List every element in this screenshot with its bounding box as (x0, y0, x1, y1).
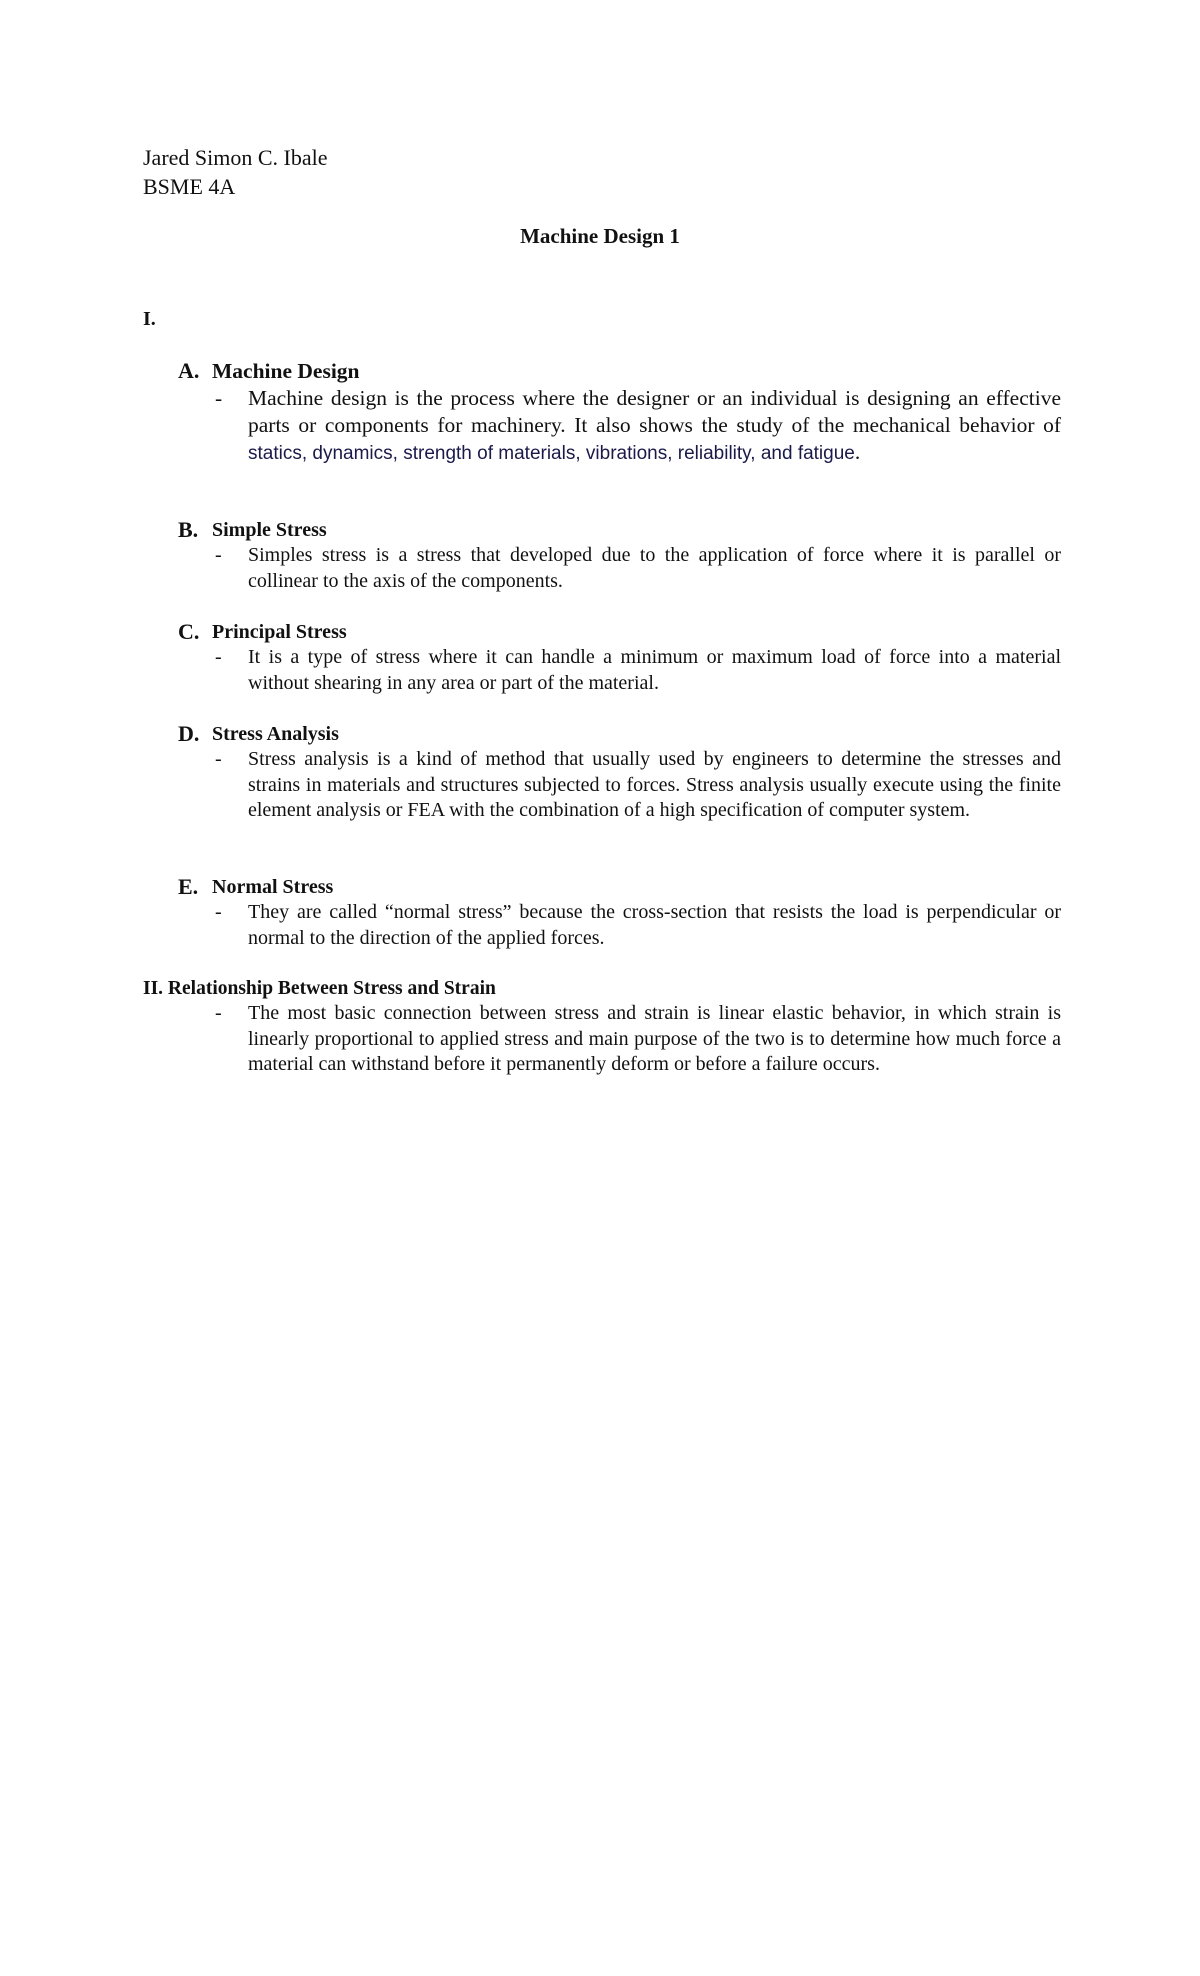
item-e-letter: E. (178, 874, 199, 899)
item-e-body: They are called “normal stress” because the cross-section that resists the load is perpendicular or normal to the direction of the applied forces. (248, 901, 1061, 949)
item-a-text: Machine design is the process where the designer or an individual is designing an effective parts or components for machinery. It also shows the study of the mechanical behavior of (248, 386, 1061, 437)
item-a-period: . (854, 440, 861, 464)
item-d-heading: Stress Analysis (212, 723, 339, 745)
item-b-letter: B. (178, 517, 199, 542)
item-b-dash: - (215, 544, 222, 566)
item-b-heading: Simple Stress (212, 519, 327, 541)
class-section: BSME 4A (143, 174, 236, 199)
item-a-topics: statics, dynamics, strength of materials, vibrations, reliability, and fatigue (248, 443, 855, 464)
item-a-heading: Machine Design (212, 359, 360, 383)
author-name: Jared Simon C. Ibale (143, 145, 328, 170)
part-two-dash: - (215, 1002, 222, 1024)
item-e-heading: Normal Stress (212, 876, 334, 898)
item-d-letter: D. (178, 721, 200, 746)
item-d-body: Stress analysis is a kind of method that usually used by engineers to determine the stresses and strains in materials and structures subjected to forces. Stress analysis usually execute using the finite element analysis or FEA with the combination of a high specification of computer system. (248, 748, 1061, 821)
item-d-dash: - (215, 748, 222, 770)
item-a-dash: - (215, 386, 223, 410)
item-c-letter: C. (178, 619, 200, 644)
item-e-dash: - (215, 901, 222, 923)
part-two-body: The most basic connection between stress and strain is linear elastic behavior, in which strain is linearly proportional to applied stress and main purpose of the two is to determine how much force a material can withstand before it permanently deform or before a failure occurs. (248, 1002, 1061, 1075)
item-a-letter: A. (178, 358, 200, 383)
item-c-heading: Principal Stress (212, 621, 347, 643)
part-two-heading: II. Relationship Between Stress and Strain (143, 978, 496, 999)
item-c-dash: - (215, 646, 222, 668)
item-a-body (248, 385, 1061, 467)
part-one-numeral: I. (143, 308, 156, 330)
page-title: Machine Design 1 (520, 224, 680, 248)
item-c-body: It is a type of stress where it can handle a minimum or maximum load of force into a material without shearing in any area or part of the material. (248, 646, 1061, 694)
item-b-body: Simples stress is a stress that developed due to the application of force where it is parallel or collinear to the axis of the components. (248, 544, 1061, 592)
